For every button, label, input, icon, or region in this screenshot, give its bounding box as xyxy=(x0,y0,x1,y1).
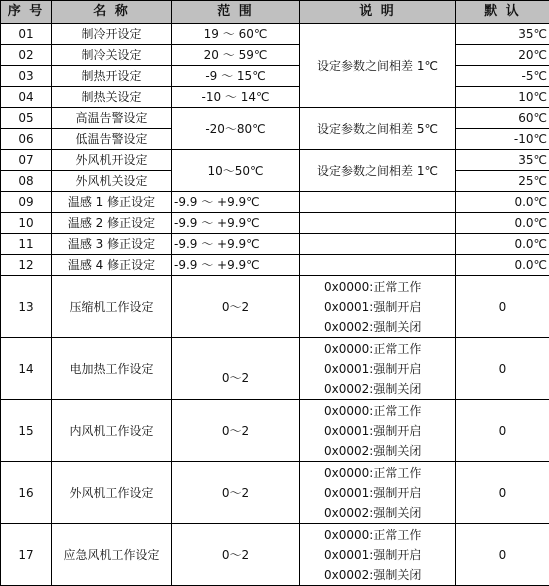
seq-cell: 15 xyxy=(1,400,52,462)
desc-cell xyxy=(300,338,456,400)
mode-line: 0x0001:强制开启 xyxy=(324,299,422,314)
default-cell: 10℃ xyxy=(456,87,549,108)
range-cell: -9.9 ～ +9.9℃ xyxy=(172,234,300,255)
table-row xyxy=(1,234,549,255)
mode-line: 0x0001:强制开启 xyxy=(324,485,422,500)
table-row xyxy=(1,338,549,400)
default-cell: 0 xyxy=(456,276,549,338)
mode-line: 0x0002:强制关闭 xyxy=(324,505,422,520)
default-cell: 35℃ xyxy=(456,24,549,45)
seq-cell: 17 xyxy=(1,524,52,586)
desc-cell xyxy=(300,192,456,213)
name-cell: 温感 4 修正设定 xyxy=(52,255,172,276)
mode-line: 0x0002:强制关闭 xyxy=(324,319,422,334)
range-cell: 0～2 xyxy=(172,338,300,400)
name-cell: 温感 1 修正设定 xyxy=(52,192,172,213)
name-cell: 压缩机工作设定 xyxy=(52,276,172,338)
default-cell: 35℃ xyxy=(456,150,549,171)
mode-line: 0x0002:强制关闭 xyxy=(324,443,422,458)
name-cell: 制冷关设定 xyxy=(52,45,172,66)
seq-cell: 14 xyxy=(1,338,52,400)
table-row xyxy=(1,150,549,171)
desc-cell: 设定参数之间相差 1℃ xyxy=(300,24,456,108)
default-cell: 0.0℃ xyxy=(456,213,549,234)
seq-cell: 03 xyxy=(1,66,52,87)
table-row xyxy=(1,45,549,66)
seq-cell: 09 xyxy=(1,192,52,213)
range-cell: 20 ～ 59℃ xyxy=(172,45,300,66)
header-desc: 说 明 xyxy=(300,1,456,24)
seq-cell: 12 xyxy=(1,255,52,276)
range-cell: 10～50℃ xyxy=(172,150,300,192)
table-row xyxy=(1,524,549,586)
table-row xyxy=(1,400,549,462)
name-cell: 制热开设定 xyxy=(52,66,172,87)
mode-line: 0x0001:强制开启 xyxy=(324,423,422,438)
range-cell: -20～80℃ xyxy=(172,108,300,150)
default-cell: 0.0℃ xyxy=(456,255,549,276)
seq-cell: 10 xyxy=(1,213,52,234)
name-cell: 外风机关设定 xyxy=(52,171,172,192)
range-cell: 0～2 xyxy=(172,462,300,524)
table-row xyxy=(1,276,549,338)
table-row xyxy=(1,255,549,276)
table-row xyxy=(1,66,549,87)
default-cell: 60℃ xyxy=(456,108,549,129)
range-cell: 0～2 xyxy=(172,524,300,586)
name-cell: 温感 3 修正设定 xyxy=(52,234,172,255)
header-seq: 序 号 xyxy=(1,1,52,24)
name-cell: 高温告警设定 xyxy=(52,108,172,129)
default-cell: -10℃ xyxy=(456,129,549,150)
seq-cell: 06 xyxy=(1,129,52,150)
table-row xyxy=(1,213,549,234)
seq-cell: 08 xyxy=(1,171,52,192)
default-cell: -5℃ xyxy=(456,66,549,87)
desc-cell xyxy=(300,234,456,255)
range-cell: -9.9 ～ +9.9℃ xyxy=(172,213,300,234)
mode-line: 0x0001:强制开启 xyxy=(324,547,422,562)
desc-cell xyxy=(300,276,456,338)
table-row xyxy=(1,108,549,129)
mode-line: 0x0000:正常工作 xyxy=(324,527,422,542)
seq-cell: 02 xyxy=(1,45,52,66)
seq-cell: 07 xyxy=(1,150,52,171)
seq-cell: 11 xyxy=(1,234,52,255)
default-cell: 0.0℃ xyxy=(456,234,549,255)
name-cell: 电加热工作设定 xyxy=(52,338,172,400)
table-row xyxy=(1,192,549,213)
desc-cell: 设定参数之间相差 5℃ xyxy=(300,108,456,150)
seq-cell: 01 xyxy=(1,24,52,45)
range-cell: 0～2 xyxy=(172,276,300,338)
seq-cell: 13 xyxy=(1,276,52,338)
desc-cell xyxy=(300,255,456,276)
name-cell: 内风机工作设定 xyxy=(52,400,172,462)
mode-line: 0x0000:正常工作 xyxy=(324,465,422,480)
default-cell: 0.0℃ xyxy=(456,192,549,213)
desc-cell: 设定参数之间相差 1℃ xyxy=(300,150,456,192)
table-row xyxy=(1,462,549,524)
range-cell: -10 ～ 14℃ xyxy=(172,87,300,108)
header-range: 范 围 xyxy=(172,1,300,24)
name-cell: 温感 2 修正设定 xyxy=(52,213,172,234)
range-cell: -9 ～ 15℃ xyxy=(172,66,300,87)
table-row xyxy=(1,24,549,45)
range-cell: -9.9 ～ +9.9℃ xyxy=(172,255,300,276)
default-cell: 0 xyxy=(456,462,549,524)
mode-line: 0x0002:强制关闭 xyxy=(324,381,422,396)
header-row xyxy=(1,1,549,24)
default-cell: 20℃ xyxy=(456,45,549,66)
seq-cell: 05 xyxy=(1,108,52,129)
name-cell: 制冷开设定 xyxy=(52,24,172,45)
desc-cell xyxy=(300,524,456,586)
name-cell: 外风机工作设定 xyxy=(52,462,172,524)
header-name: 名 称 xyxy=(52,1,172,24)
table-row xyxy=(1,87,549,108)
default-cell: 25℃ xyxy=(456,171,549,192)
header-default: 默 认 xyxy=(456,1,549,24)
seq-cell: 04 xyxy=(1,87,52,108)
name-cell: 外风机开设定 xyxy=(52,150,172,171)
mode-line: 0x0001:强制开启 xyxy=(324,361,422,376)
mode-line: 0x0002:强制关闭 xyxy=(324,567,422,582)
mode-line: 0x0000:正常工作 xyxy=(324,403,422,418)
name-cell: 制热关设定 xyxy=(52,87,172,108)
range-cell: -9.9 ～ +9.9℃ xyxy=(172,192,300,213)
mode-line: 0x0000:正常工作 xyxy=(324,279,422,294)
name-cell: 低温告警设定 xyxy=(52,129,172,150)
default-cell: 0 xyxy=(456,338,549,400)
name-cell: 应急风机工作设定 xyxy=(52,524,172,586)
range-cell: 0～2 xyxy=(172,400,300,462)
default-cell: 0 xyxy=(456,524,549,586)
desc-cell xyxy=(300,400,456,462)
range-cell: 19 ～ 60℃ xyxy=(172,24,300,45)
mode-line: 0x0000:正常工作 xyxy=(324,341,422,356)
seq-cell: 16 xyxy=(1,462,52,524)
desc-cell xyxy=(300,462,456,524)
desc-cell xyxy=(300,213,456,234)
default-cell: 0 xyxy=(456,400,549,462)
